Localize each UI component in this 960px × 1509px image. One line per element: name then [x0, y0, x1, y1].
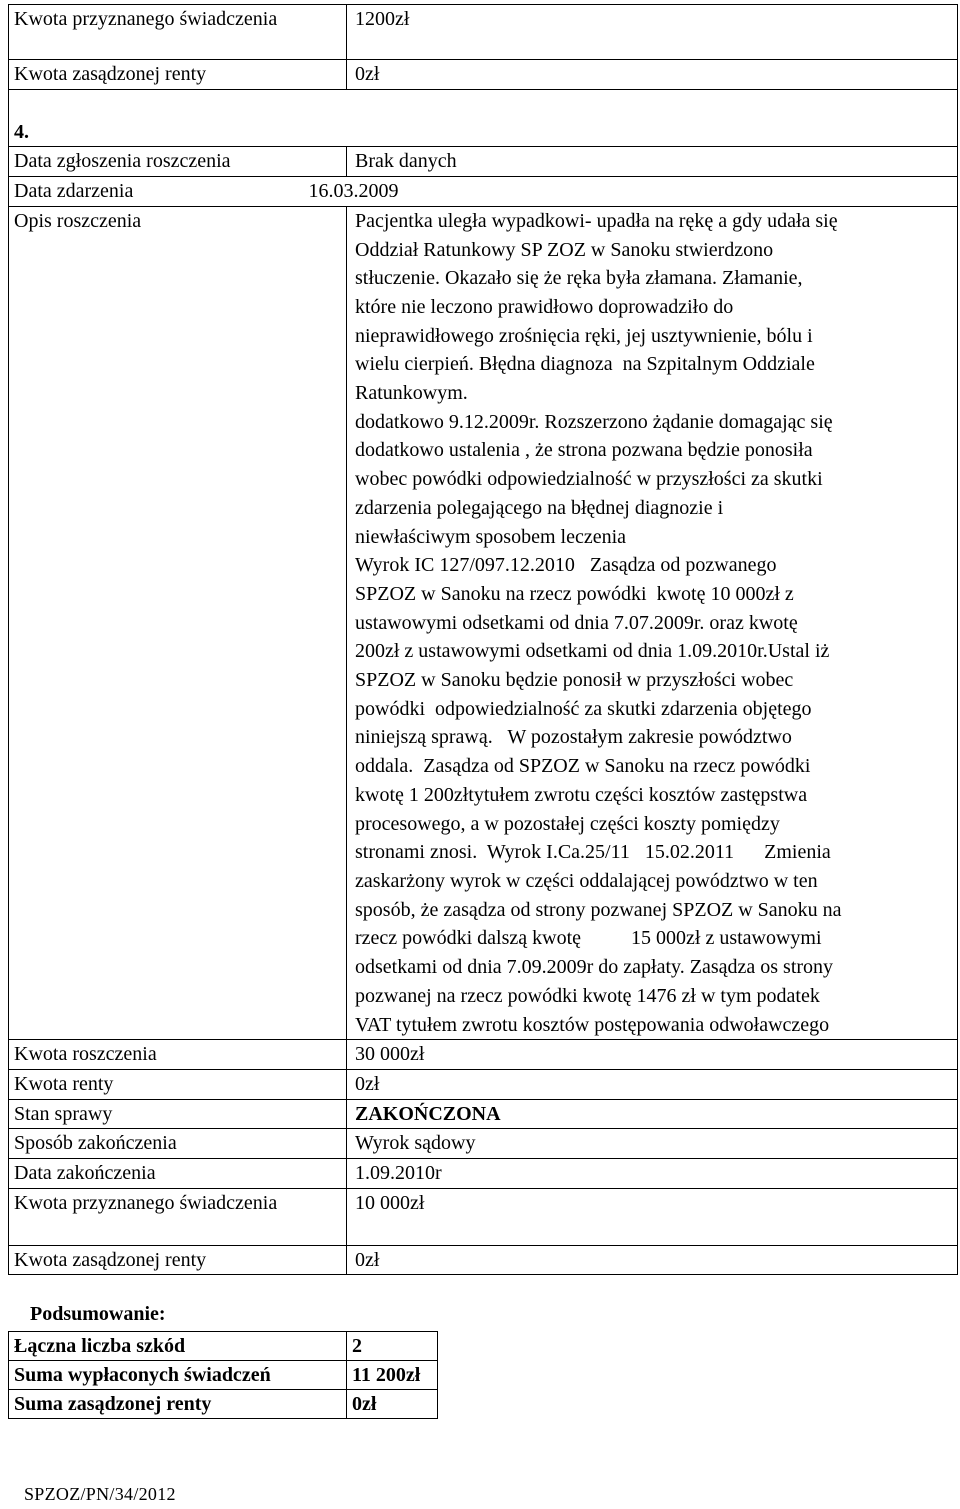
description-line: zaskarżony wyrok w części oddalającej powództwo w ten — [355, 869, 818, 892]
spacer-row — [9, 89, 958, 118]
description-line: stłuczenie. Okazało się że ręka była złamana. Złamanie, — [355, 267, 803, 290]
summary-title: Podsumowanie: — [30, 1303, 166, 1325]
awarded-annuity-value: 0zł — [347, 60, 958, 90]
claim-amount-label: Kwota roszczenia — [9, 1040, 347, 1070]
table-row — [9, 1040, 958, 1070]
claims-table — [8, 4, 958, 1275]
description-line: SPZOZ w Sanoku na rzecz powódki kwotę 10 000zł z — [355, 582, 794, 605]
table-row — [9, 118, 958, 147]
table-row — [9, 1361, 438, 1390]
description-value — [347, 206, 958, 1039]
table-row — [9, 177, 958, 207]
closure-date-label: Data zakończenia — [9, 1159, 347, 1189]
description-line: niniejszą sprawą. W pozostałym zakresie powództwo — [355, 726, 792, 749]
description-line: odsetkami od dnia 7.09.2009r do zapłaty. Zasądza os strony — [355, 956, 834, 979]
table-row — [9, 1129, 958, 1159]
description-line: powódki odpowiedzialność za skutki zdarzenia objętego — [355, 697, 812, 720]
description-line: Ratunkowym. — [355, 382, 468, 405]
description-line: oddala. Zasądza od SPZOZ w Sanoku na rzecz powódki — [355, 755, 811, 778]
document-reference: SPZOZ/PN/34/2012 — [24, 1484, 176, 1504]
table-row — [9, 206, 958, 1039]
description-line: wielu cierpień. Błędna diagnoza na Szpitalnym Oddziale — [355, 353, 815, 376]
table-row — [9, 5, 958, 60]
status-value: ZAKOŃCZONA — [347, 1099, 958, 1129]
description-line: kwotę 1 200złtytułem zwrotu części kosztów zastępstwa — [355, 783, 808, 806]
table-row — [9, 1069, 958, 1099]
description-line: nieprawidłowego zrośnięcia ręki, jej usztywnienie, bólu i — [355, 324, 813, 347]
description-line: 200zł z ustawowymi odsetkami od dnia 1.09.2010r.Ustal iż — [355, 640, 830, 663]
description-line: które nie leczono prawidłowo doprowadziło do — [355, 295, 734, 318]
description-line: niewłaściwym sposobem leczenia — [355, 525, 627, 548]
closure-date-value: 1.09.2010r — [347, 1159, 958, 1189]
description-line: VAT tytułem zwrotu kosztów postępowania odwoławczego — [355, 1013, 830, 1036]
granted-benefit-label: Kwota przyznanego świadczenia — [9, 1188, 347, 1245]
awarded-annuity-value: 0zł — [347, 1245, 958, 1275]
table-row — [9, 1332, 438, 1361]
description-line: sposób, że zasądza od strony pozwanej SPZOZ w Sanoku na — [355, 898, 842, 921]
table-row — [9, 1159, 958, 1189]
description-line: SPZOZ w Sanoku będzie ponosił w przyszłości wobec — [355, 669, 794, 692]
description-line: stronami znosi. Wyrok I.Ca.25/11 15.02.2011 Zmienia — [355, 841, 831, 864]
description-text — [355, 207, 957, 1039]
annuity-label: Kwota renty — [9, 1069, 347, 1099]
table-row — [9, 1390, 438, 1419]
description-line: Wyrok IC 127/097.12.2010 Zasądza od pozwanego — [355, 554, 777, 577]
closure-method-label: Sposób zakończenia — [9, 1129, 347, 1159]
table-row — [9, 60, 958, 90]
summary-value: 2 — [347, 1332, 438, 1361]
claim-number: 4. — [9, 118, 958, 147]
incident-date-value: 16.03.2009 — [308, 180, 399, 203]
summary-label: Suma wypłaconych świadczeń — [9, 1361, 347, 1390]
description-label: Opis roszczenia — [9, 206, 347, 1039]
description-line: zdarzenia polegającego na błędnej diagnozie i — [355, 496, 724, 519]
awarded-annuity-label: Kwota zasądzonej renty — [9, 1245, 347, 1275]
description-line: ustawowymi odsetkami od dnia 7.07.2009r. oraz kwotę — [355, 611, 798, 634]
description-line: pozwanej na rzecz powódki kwotę 1476 zł w tym podatek — [355, 984, 820, 1007]
summary-table — [8, 1331, 438, 1419]
table-row — [9, 1099, 958, 1129]
summary-label: Łączna liczba szkód — [9, 1332, 347, 1361]
table-row — [9, 1188, 958, 1245]
table-row — [9, 1245, 958, 1275]
description-line: Pacjentka uległa wypadkowi- upadła na rękę a gdy udała się — [355, 209, 838, 232]
granted-benefit-value: 10 000zł — [347, 1188, 958, 1245]
status-label: Stan sprawy — [9, 1099, 347, 1129]
granted-benefit-value: 1200zł — [347, 5, 958, 60]
summary-value: 11 200zł — [347, 1361, 438, 1390]
description-line: procesowego, a w pozostałej części koszty pomiędzy — [355, 812, 780, 835]
granted-benefit-label: Kwota przyznanego świadczenia — [9, 5, 347, 60]
description-line: dodatkowo 9.12.2009r. Rozszerzono żądanie domagając się — [355, 410, 833, 433]
annuity-value: 0zł — [347, 1069, 958, 1099]
report-date-value: Brak danych — [347, 147, 958, 177]
table-row — [9, 147, 958, 177]
report-date-label: Data zgłoszenia roszczenia — [9, 147, 347, 177]
awarded-annuity-label: Kwota zasądzonej renty — [9, 60, 347, 90]
summary-label: Suma zasądzonej renty — [9, 1390, 347, 1419]
incident-date-label: Data zdarzenia — [14, 180, 134, 203]
summary-value: 0zł — [347, 1390, 438, 1419]
description-line: Oddział Ratunkowy SP ZOZ w Sanoku stwierdzono — [355, 238, 774, 261]
description-line: wobec powódki odpowiedzialność w przyszłości za skutki — [355, 468, 823, 491]
closure-method-value: Wyrok sądowy — [347, 1129, 958, 1159]
claim-amount-value: 30 000zł — [347, 1040, 958, 1070]
description-line: rzecz powódki dalszą kwotę 15 000zł z ustawowymi — [355, 927, 822, 950]
description-line: dodatkowo ustalenia , że strona pozwana będzie ponosiła — [355, 439, 813, 462]
